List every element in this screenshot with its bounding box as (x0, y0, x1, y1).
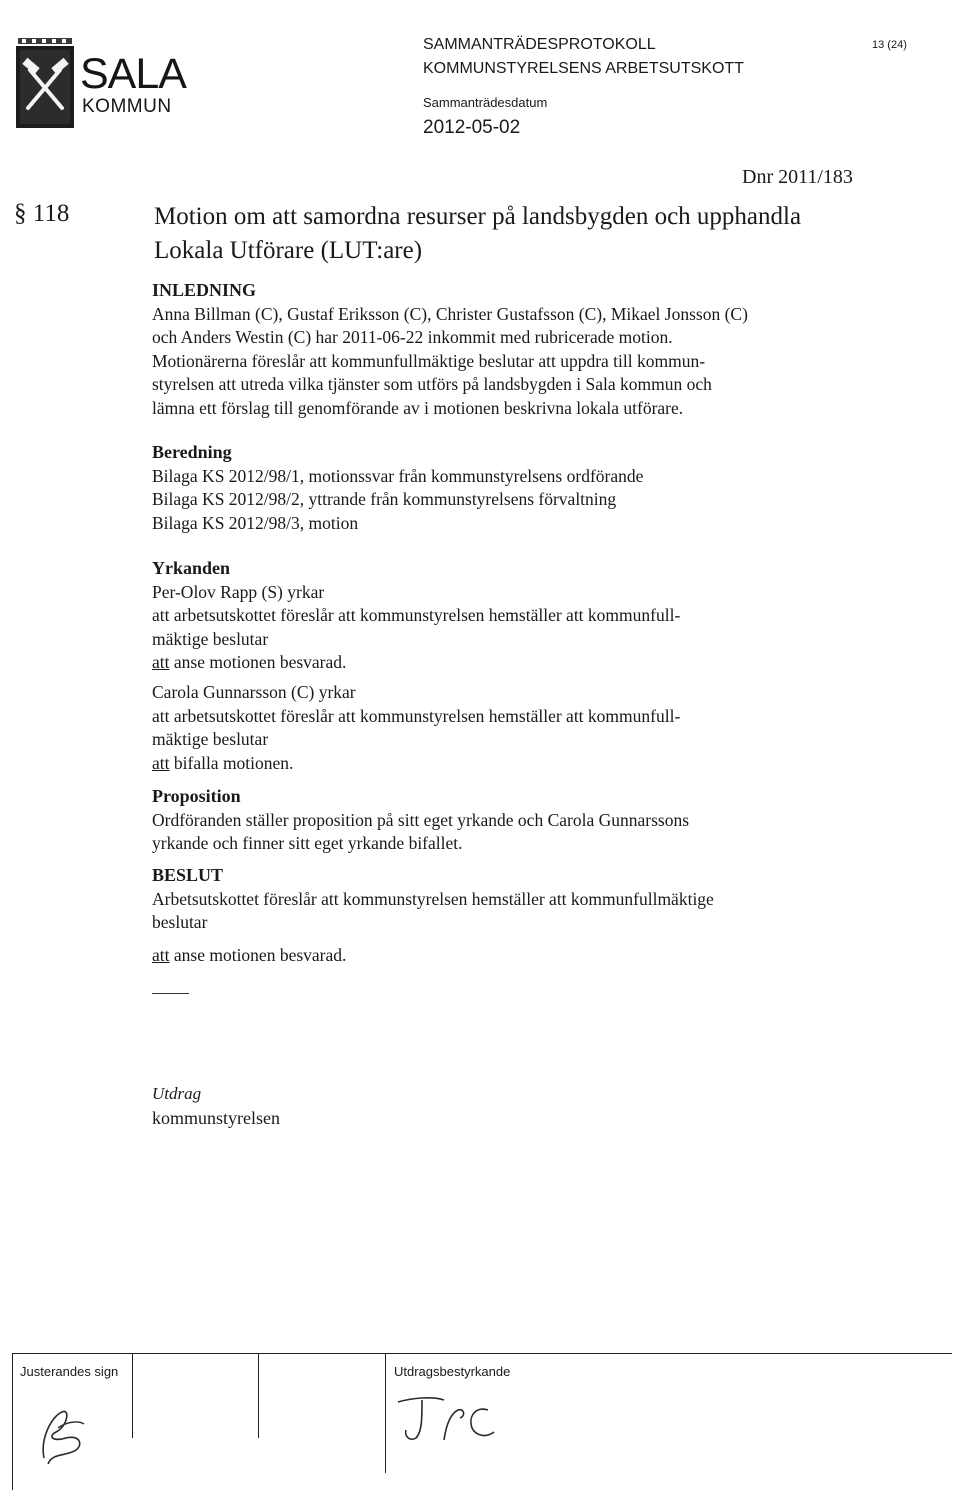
attachment-line: Bilaga KS 2012/98/1, motionssvar från kommunstyrelsens ordförande (152, 465, 644, 486)
text-line: Motionärerna föreslår att kommunfullmäktige beslutar att uppdra till kommun- (152, 350, 706, 371)
section-heading: INLEDNING (152, 280, 257, 300)
att-keyword: att (152, 752, 170, 773)
att-keyword: att (152, 945, 170, 965)
text-line: att arbetsutskottet föreslår att kommunstyrelsen hemställer att kommunfull- (152, 705, 681, 726)
section-heading: Proposition (152, 786, 241, 806)
text-line: Per-Olov Rapp (S) yrkar (152, 581, 325, 602)
text-line: och Anders Westin (C) har 2011-06-22 inkommit med rubricerade motion. (152, 327, 673, 347)
committee-name: KOMMUNSTYRELSENS ARBETSUTSKOTT (423, 60, 744, 77)
section-yrkande-gunnarsson (152, 681, 852, 775)
text-line: Anna Billman (C), Gustaf Eriksson (C), Christer Gustafsson (C), Mikael Jonsson (C) (152, 303, 748, 324)
attachment-line: Bilaga KS 2012/98/2, yttrande från kommunstyrelsens förvaltning (152, 489, 617, 509)
coat-of-arms-icon (14, 38, 76, 130)
logo-subtext: KOMMUN (82, 96, 172, 117)
signature-table (0, 1350, 960, 1490)
table-column-rule (12, 1353, 13, 1490)
att-clause-text: anse motionen besvarad. (169, 945, 347, 965)
att-clause-text: anse motionen besvarad. (169, 652, 347, 672)
text-line: Carola Gunnarsson (C) yrkar (152, 682, 356, 702)
text-line: Arbetsutskottet föreslår att kommunstyrelsen hemställer att kommunfullmäktige (152, 888, 714, 909)
case-title-line: Motion om att samordna resurser på landsbygden och upphandla (154, 203, 802, 230)
section-heading: Beredning (152, 442, 232, 462)
text-line: styrelsen att utreda vilka tjänster som utförs på landsbygden i Sala kommun och (152, 374, 712, 394)
text-line: lämna ett förslag till genomförande av i motionen beskrivna lokala utförare. (152, 397, 684, 418)
text-line: beslutar (152, 912, 208, 932)
municipality-logo (14, 30, 219, 130)
text-line: Ordföranden ställer proposition på sitt eget yrkande och Carola Gunnarssons (152, 809, 690, 830)
decision-att-clause (152, 944, 852, 968)
meeting-date-label: Sammanträdesdatum (423, 95, 548, 110)
text-line: yrkande och finner sitt eget yrkande bifallet. (152, 833, 463, 853)
text-line: mäktige beslutar (152, 729, 269, 749)
section-beslut (152, 864, 852, 935)
section-yrkanden (152, 557, 852, 675)
divider (152, 993, 189, 994)
att-clause-text: bifalla motionen. (169, 752, 294, 773)
extract-label: Utdrag (152, 1084, 202, 1103)
table-column-rule (258, 1353, 259, 1438)
section-inledning (152, 279, 852, 420)
att-clause (152, 752, 852, 776)
paragraph-number: § 118 (14, 200, 70, 227)
initials-signature-2 (392, 1392, 502, 1452)
section-heading: BESLUT (152, 865, 224, 885)
section-proposition (152, 785, 852, 856)
section-beredning (152, 441, 852, 535)
initials-signature-1 (22, 1398, 102, 1468)
case-number: Dnr 2011/183 (742, 166, 853, 188)
table-column-rule (385, 1353, 386, 1473)
section-heading: Yrkanden (152, 558, 231, 578)
document-type: SAMMANTRÄDESPROTOKOLL (423, 36, 656, 53)
att-clause (152, 651, 852, 675)
case-title (154, 200, 914, 268)
table-column-rule (132, 1353, 133, 1438)
extract-recipient: kommunstyrelsen (152, 1108, 280, 1128)
case-title-line: Lokala Utförare (LUT:are) (154, 237, 423, 264)
table-top-rule (12, 1353, 952, 1354)
utdragsbestyrkande-label: Utdragsbestyrkande (394, 1364, 511, 1379)
text-line: att arbetsutskottet föreslår att kommunstyrelsen hemställer att kommunfull- (152, 605, 681, 625)
justerandes-sign-label: Justerandes sign (20, 1364, 119, 1379)
logo-wordmark: SALA (80, 50, 186, 98)
page-number: 13 (24) (872, 39, 907, 51)
meeting-date: 2012-05-02 (423, 117, 521, 138)
text-line: mäktige beslutar (152, 628, 269, 649)
att-keyword: att (152, 652, 170, 672)
attachment-line: Bilaga KS 2012/98/3, motion (152, 512, 359, 533)
